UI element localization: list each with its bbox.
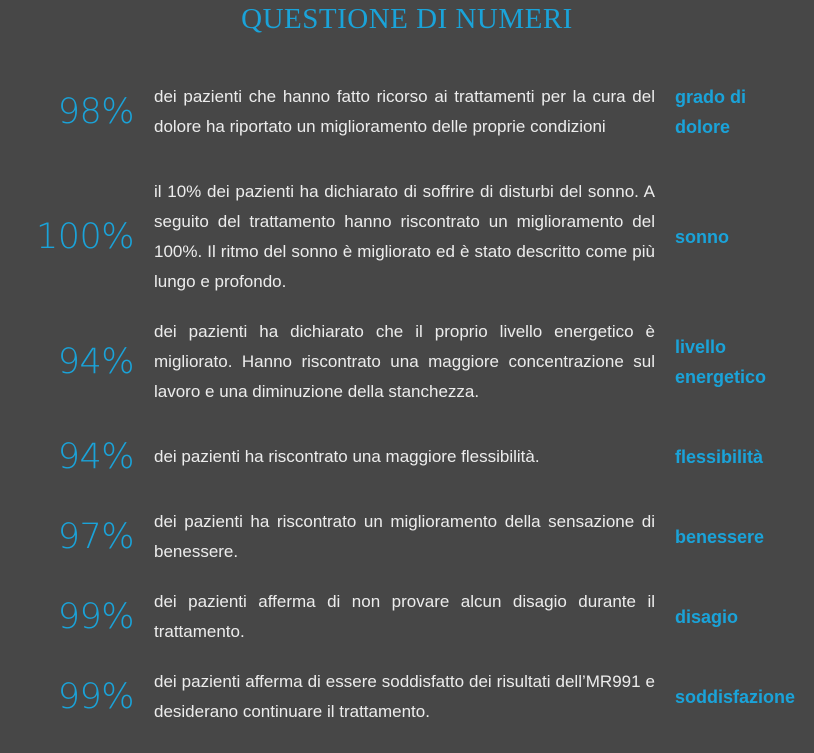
stat-row-satisfaction bbox=[0, 667, 814, 727]
stat-percentage: 97% bbox=[57, 517, 134, 557]
stat-description: dei pazienti che hanno fatto ricorso ai trattamenti per la cura del dolore ha riportato un miglioramento delle proprie condizioni bbox=[154, 87, 655, 136]
stat-row-pain bbox=[0, 67, 814, 157]
stat-row-sleep bbox=[0, 177, 814, 297]
stat-category: flessibilità bbox=[675, 447, 764, 467]
stat-percentage: 99% bbox=[57, 677, 134, 717]
stat-percentage: 100% bbox=[35, 217, 134, 257]
stat-description: dei pazienti ha dichiarato che il proprio livello energetico è migliorato. Hanno riscontrato una maggiore concentrazione sul lavoro e una diminuzione della stanchezza. bbox=[154, 322, 655, 401]
stat-description: dei pazienti afferma di non provare alcun disagio durante il trattamento. bbox=[154, 592, 655, 641]
stat-percentage: 99% bbox=[57, 597, 134, 637]
stat-category: livello energetico bbox=[675, 337, 767, 387]
stat-row-flexibility bbox=[0, 427, 814, 487]
stat-percentage: 98% bbox=[57, 92, 134, 132]
stat-description: il 10% dei pazienti ha dichiarato di soffrire di disturbi del sonno. A seguito del trattamento hanno riscontrato un miglioramento del 100%. Il ritmo del sonno è migliorato ed è stato descritto come più lungo e profondo. bbox=[154, 182, 655, 291]
stat-category: sonno bbox=[675, 227, 729, 247]
page-title: QUESTIONE DI NUMERI bbox=[241, 3, 573, 35]
stat-row-energy bbox=[0, 317, 814, 407]
stat-description: dei pazienti afferma di essere soddisfatto dei risultati dell’MR991 e desiderano continuare il trattamento. bbox=[154, 672, 655, 721]
stat-percentage: 94% bbox=[57, 342, 134, 382]
stat-row-wellbeing bbox=[0, 507, 814, 567]
stat-row-discomfort bbox=[0, 587, 814, 647]
stat-description: dei pazienti ha riscontrato un miglioramento della sensazione di benessere. bbox=[154, 512, 655, 561]
stat-description: dei pazienti ha riscontrato una maggiore flessibilità. bbox=[154, 447, 540, 466]
stat-percentage: 94% bbox=[57, 437, 134, 477]
stat-category: benessere bbox=[675, 527, 765, 547]
stat-category: disagio bbox=[675, 607, 739, 627]
stat-category: grado di dolore bbox=[675, 87, 746, 137]
stat-category: soddisfazione bbox=[675, 687, 796, 707]
